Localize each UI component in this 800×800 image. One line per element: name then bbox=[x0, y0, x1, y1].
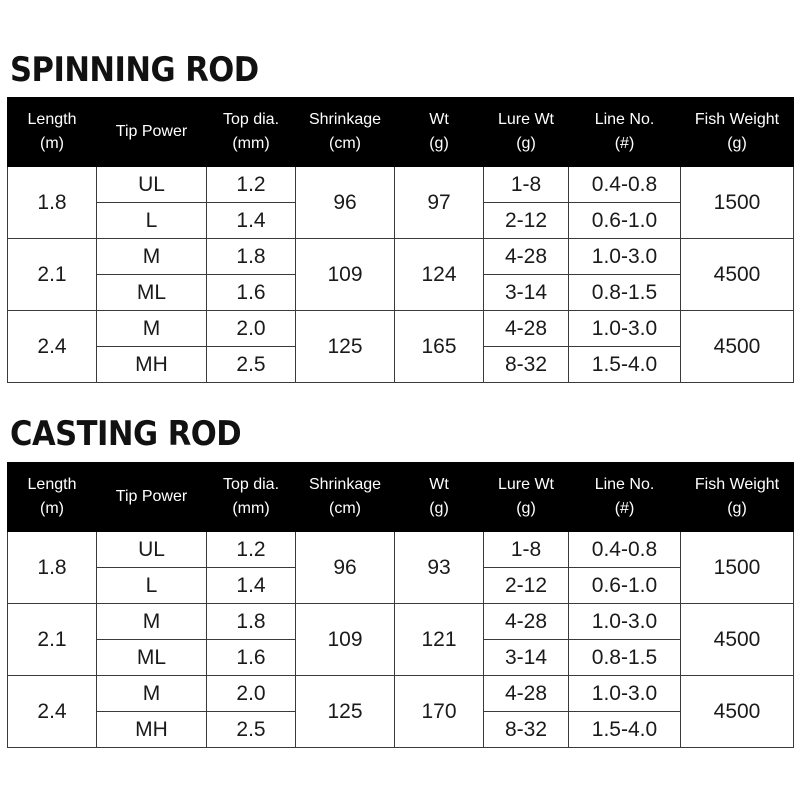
cell-wt: 97 bbox=[395, 167, 484, 239]
header-label: Line No. bbox=[594, 111, 655, 128]
header-top-dia bbox=[207, 98, 296, 167]
cell-fish-weight: 4500 bbox=[681, 604, 794, 676]
cell-wt: 124 bbox=[395, 239, 484, 311]
header-unit: (mm) bbox=[232, 135, 270, 152]
cell-lure-wt: 8-32 bbox=[484, 347, 569, 383]
header-unit: (g) bbox=[516, 135, 536, 152]
header-label: Length bbox=[27, 111, 77, 128]
cell-length: 2.1 bbox=[8, 239, 97, 311]
header-label: Shrinkage bbox=[308, 476, 382, 493]
cell-top-dia: 2.0 bbox=[207, 311, 296, 347]
cell-tip-power: MH bbox=[97, 712, 207, 748]
cell-lure-wt: 1-8 bbox=[484, 167, 569, 203]
cell-lure-wt: 2-12 bbox=[484, 568, 569, 604]
cell-tip-power: M bbox=[97, 604, 207, 640]
cell-top-dia: 2.0 bbox=[207, 676, 296, 712]
header-label: Wt bbox=[429, 476, 449, 493]
header-unit: (g) bbox=[429, 500, 449, 517]
cell-line-no: 1.0-3.0 bbox=[569, 676, 681, 712]
cell-tip-power: UL bbox=[97, 167, 207, 203]
header-label: Tip Power bbox=[115, 123, 188, 140]
header-lure-wt bbox=[484, 463, 569, 532]
casting-rod-spec-table bbox=[7, 462, 794, 748]
header-unit: (m) bbox=[40, 500, 64, 517]
cell-shrinkage: 109 bbox=[296, 604, 395, 676]
header-row bbox=[8, 98, 794, 167]
cell-line-no: 1.0-3.0 bbox=[569, 239, 681, 275]
table-body bbox=[8, 532, 794, 748]
table-row bbox=[8, 311, 794, 347]
cell-fish-weight: 4500 bbox=[681, 676, 794, 748]
header-unit: (#) bbox=[614, 135, 635, 152]
cell-lure-wt: 2-12 bbox=[484, 203, 569, 239]
cell-wt: 170 bbox=[395, 676, 484, 748]
header-label: Lure Wt bbox=[497, 111, 554, 128]
cell-fish-weight: 4500 bbox=[681, 311, 794, 383]
cell-line-no: 1.5-4.0 bbox=[569, 712, 681, 748]
table-header bbox=[8, 463, 794, 532]
cell-length: 1.8 bbox=[8, 167, 97, 239]
cell-top-dia: 2.5 bbox=[207, 347, 296, 383]
cell-tip-power: M bbox=[97, 239, 207, 275]
cell-lure-wt: 4-28 bbox=[484, 604, 569, 640]
cell-shrinkage: 125 bbox=[296, 311, 395, 383]
cell-tip-power: M bbox=[97, 676, 207, 712]
cell-top-dia: 1.6 bbox=[207, 640, 296, 676]
header-tip-power bbox=[97, 463, 207, 532]
header-label: Tip Power bbox=[115, 488, 188, 505]
header-label: Top dia. bbox=[222, 476, 280, 493]
cell-line-no: 1.0-3.0 bbox=[569, 311, 681, 347]
cell-length: 2.1 bbox=[8, 604, 97, 676]
cell-tip-power: ML bbox=[97, 275, 207, 311]
cell-wt: 121 bbox=[395, 604, 484, 676]
cell-line-no: 1.0-3.0 bbox=[569, 604, 681, 640]
cell-shrinkage: 96 bbox=[296, 167, 395, 239]
cell-tip-power: L bbox=[97, 568, 207, 604]
header-label: Lure Wt bbox=[497, 476, 554, 493]
cell-lure-wt: 3-14 bbox=[484, 275, 569, 311]
header-length bbox=[8, 463, 97, 532]
cell-tip-power: L bbox=[97, 203, 207, 239]
header-wt bbox=[395, 463, 484, 532]
header-unit: (g) bbox=[516, 500, 536, 517]
header-unit: (cm) bbox=[329, 135, 361, 152]
cell-lure-wt: 4-28 bbox=[484, 676, 569, 712]
cell-length: 2.4 bbox=[8, 676, 97, 748]
header-lure-wt bbox=[484, 98, 569, 167]
header-row bbox=[8, 463, 794, 532]
header-label: Fish Weight bbox=[694, 111, 780, 128]
table-row bbox=[8, 676, 794, 712]
table-row bbox=[8, 167, 794, 203]
header-label: Fish Weight bbox=[694, 476, 780, 493]
cell-tip-power: MH bbox=[97, 347, 207, 383]
spinning-rod-spec-table bbox=[7, 97, 794, 383]
header-label: Wt bbox=[429, 111, 449, 128]
header-unit: (g) bbox=[727, 135, 747, 152]
cell-top-dia: 1.4 bbox=[207, 568, 296, 604]
cell-line-no: 0.8-1.5 bbox=[569, 275, 681, 311]
header-fish-weight bbox=[681, 98, 794, 167]
cell-top-dia: 1.4 bbox=[207, 203, 296, 239]
header-unit: (#) bbox=[614, 500, 635, 517]
cell-wt: 93 bbox=[395, 532, 484, 604]
header-line-no bbox=[569, 463, 681, 532]
header-wt bbox=[395, 98, 484, 167]
cell-fish-weight: 1500 bbox=[681, 532, 794, 604]
header-unit: (g) bbox=[727, 500, 747, 517]
cell-lure-wt: 8-32 bbox=[484, 712, 569, 748]
header-unit: (mm) bbox=[232, 500, 270, 517]
cell-lure-wt: 4-28 bbox=[484, 239, 569, 275]
cell-top-dia: 1.8 bbox=[207, 604, 296, 640]
cell-top-dia: 1.2 bbox=[207, 532, 296, 568]
cell-line-no: 0.4-0.8 bbox=[569, 167, 681, 203]
cell-line-no: 1.5-4.0 bbox=[569, 347, 681, 383]
cell-shrinkage: 125 bbox=[296, 676, 395, 748]
header-label: Top dia. bbox=[222, 111, 280, 128]
cell-length: 2.4 bbox=[8, 311, 97, 383]
header-label: Length bbox=[27, 476, 77, 493]
header-fish-weight bbox=[681, 463, 794, 532]
table-row bbox=[8, 532, 794, 568]
header-shrinkage bbox=[296, 98, 395, 167]
spinning-rod-title: SPINNING ROD bbox=[10, 50, 259, 90]
cell-top-dia: 2.5 bbox=[207, 712, 296, 748]
table-body bbox=[8, 167, 794, 383]
cell-lure-wt: 4-28 bbox=[484, 311, 569, 347]
cell-top-dia: 1.2 bbox=[207, 167, 296, 203]
cell-tip-power: ML bbox=[97, 640, 207, 676]
cell-lure-wt: 1-8 bbox=[484, 532, 569, 568]
cell-line-no: 0.8-1.5 bbox=[569, 640, 681, 676]
header-top-dia bbox=[207, 463, 296, 532]
cell-top-dia: 1.6 bbox=[207, 275, 296, 311]
cell-wt: 165 bbox=[395, 311, 484, 383]
header-line-no bbox=[569, 98, 681, 167]
header-label: Line No. bbox=[594, 476, 655, 493]
cell-tip-power: M bbox=[97, 311, 207, 347]
cell-fish-weight: 1500 bbox=[681, 167, 794, 239]
header-label: Shrinkage bbox=[308, 111, 382, 128]
cell-tip-power: UL bbox=[97, 532, 207, 568]
cell-line-no: 0.4-0.8 bbox=[569, 532, 681, 568]
table-row bbox=[8, 604, 794, 640]
table-row bbox=[8, 239, 794, 275]
cell-shrinkage: 109 bbox=[296, 239, 395, 311]
cell-fish-weight: 4500 bbox=[681, 239, 794, 311]
header-unit: (cm) bbox=[329, 500, 361, 517]
table-header bbox=[8, 98, 794, 167]
cell-top-dia: 1.8 bbox=[207, 239, 296, 275]
cell-length: 1.8 bbox=[8, 532, 97, 604]
header-unit: (g) bbox=[429, 135, 449, 152]
cell-lure-wt: 3-14 bbox=[484, 640, 569, 676]
header-shrinkage bbox=[296, 463, 395, 532]
header-length bbox=[8, 98, 97, 167]
cell-shrinkage: 96 bbox=[296, 532, 395, 604]
header-unit: (m) bbox=[40, 135, 64, 152]
cell-line-no: 0.6-1.0 bbox=[569, 568, 681, 604]
casting-rod-title: CASTING ROD bbox=[10, 414, 242, 454]
cell-line-no: 0.6-1.0 bbox=[569, 203, 681, 239]
header-tip-power bbox=[97, 98, 207, 167]
